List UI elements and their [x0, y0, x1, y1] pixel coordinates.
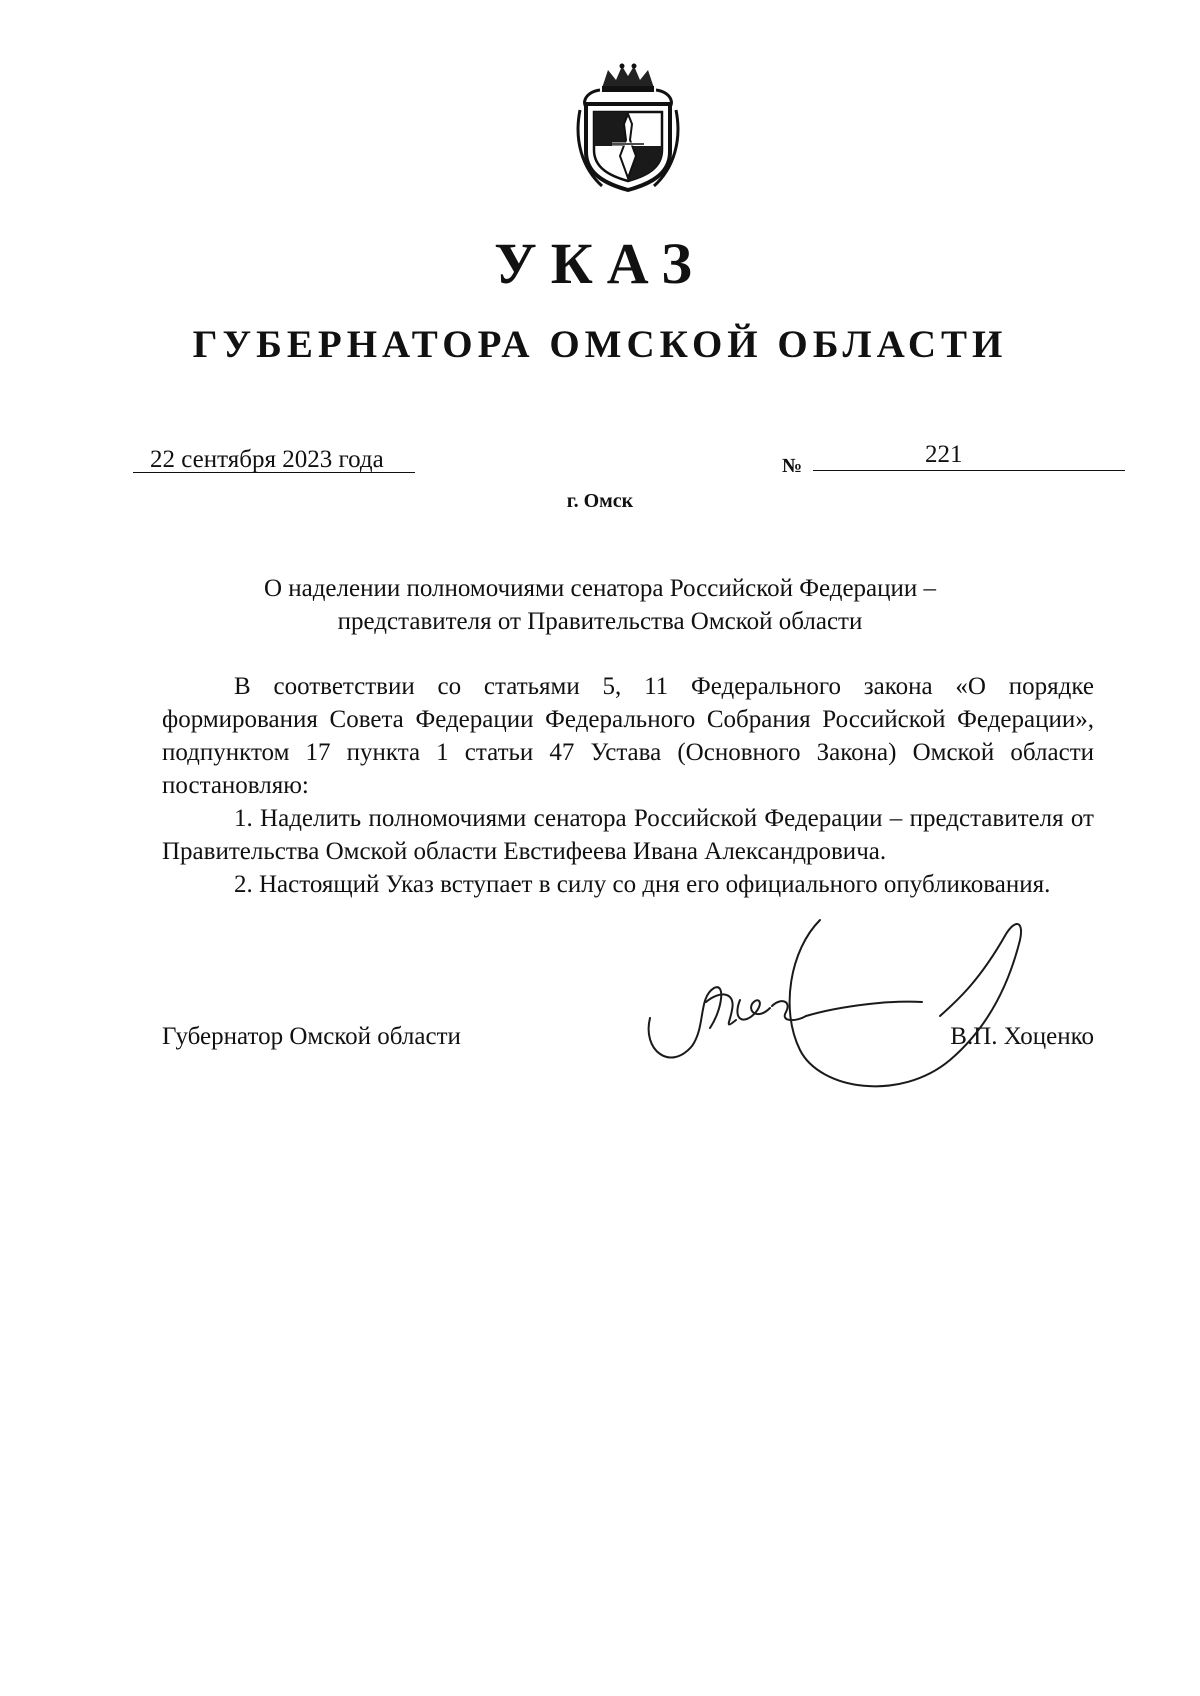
handwritten-signature-icon — [640, 870, 1060, 1110]
heading-line-1: О наделении полномочиями сенатора Российской Федерации – — [263, 575, 937, 602]
coat-of-arms-icon — [572, 60, 684, 192]
document-city: г. Омск — [566, 490, 634, 512]
number-field — [813, 440, 1125, 471]
document-subtitle: ГУБЕРНАТОРА ОМСКОЙ ОБЛАСТИ — [192, 323, 1008, 366]
document-title: УКАЗ — [494, 231, 706, 296]
document-body — [162, 670, 1094, 901]
document-date: 22 сентября 2023 года — [150, 446, 384, 473]
signatory-role: Губернатор Омской области — [162, 1023, 461, 1050]
number-sign: № — [782, 455, 803, 477]
body-paragraph: 2. Настоящий Указ вступает в силу со дня его официального опубликования. — [234, 871, 1051, 898]
heading-line-2: представителя от Правительства Омской области — [337, 608, 863, 635]
body-paragraph: 1. Наделить полномочиями сенатора Российской Федерации – представителя от Правительства Омской области Евстифеева Ивана Александровича. — [162, 805, 1094, 865]
document-number: 221 — [925, 441, 963, 468]
document-heading — [0, 572, 1200, 638]
body-paragraph: В соответствии со статьями 5, 11 Федерального закона «О порядке формирования Совета Федерации Федерального Собрания Российской Федерации», подпунктом 17 пункта 1 статьи 47 Устава (Основного Закона) Омской области постановляю: — [162, 673, 1094, 799]
date-field — [133, 442, 415, 473]
signatory-name: В.П. Хоценко — [950, 1023, 1094, 1050]
